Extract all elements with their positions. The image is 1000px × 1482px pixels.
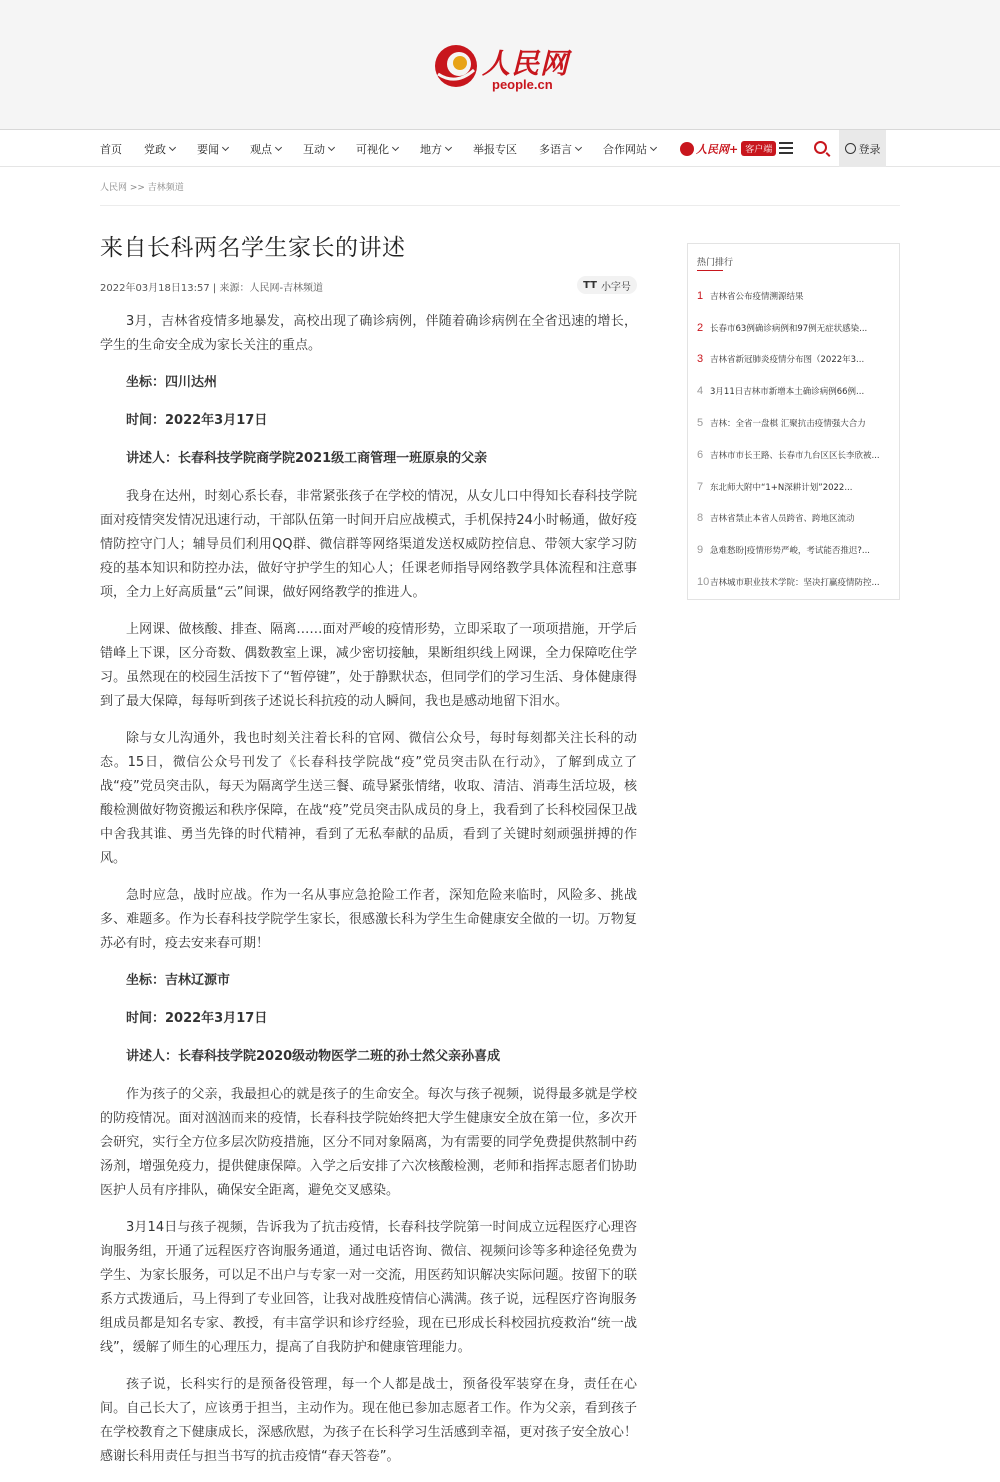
chevron-down-icon [392, 143, 399, 150]
font-size-toggle[interactable] [577, 276, 637, 294]
rank-number: 3 [697, 353, 704, 366]
hot-ranking-list [697, 280, 892, 598]
article-heading-line: 坐标：吉林辽源市 [126, 973, 231, 988]
font-size-icon: TT [583, 279, 597, 291]
logo-en-text: people.cn [492, 77, 553, 92]
hot-ranking-item[interactable] [697, 375, 892, 407]
app-client-badge: 客户端 [741, 141, 776, 156]
nav-item-label: 互动 [303, 142, 325, 156]
chevron-down-icon [650, 143, 657, 150]
hot-ranking-panel [687, 243, 900, 600]
hot-ranking-item[interactable] [697, 344, 892, 376]
app-logo-icon [680, 142, 694, 156]
rank-title: 3月11日吉林市新增本土确诊病例66例... [710, 387, 865, 398]
nav-item[interactable] [144, 141, 175, 157]
chevron-down-icon [169, 143, 176, 150]
nav-item[interactable] [100, 141, 122, 157]
rank-number: 6 [697, 448, 704, 461]
nav-items [100, 130, 678, 167]
nav-item[interactable] [303, 141, 334, 157]
article-paragraph: 作为孩子的父亲，我最担心的就是孩子的生命安全。每次与孩子视频，说得最多就是学校的防疫情况。面对汹汹而来的疫情，长春科技学院始终把大学生健康安全放在第一位，多次开会研究，实行全方位多层次防疫措施，区分不同对象隔离，为有需要的同学免费提供熬制中药汤剂，增强免疫力，提供健康保障。入学之后安排了六次核酸检测，老师和指挥志愿者们协助医护人员有序排队，确保安全距离，避免交叉感染。 [100, 1087, 637, 1198]
article-paragraph: 上网课、做核酸、排查、隔离……面对严峻的疫情形势，立即采取了一项项措施，开学后错峰上下课，区分奇数、偶数教室上课，减少密切接触，果断组织线上网课，全力保障吃住学习。虽然现在的校园生活按下了“暂停键”，处于静默状态，但同学们的学习生活、身体健康得到了最大保障，每每听到孩子述说长科抗疫的动人瞬间，我也是感动地留下泪水。 [100, 622, 637, 709]
article-paragraph: 3月14日与孩子视频，告诉我为了抗击疫情，长春科技学院第一时间成立远程医疗心理咨询服务组，开通了远程医疗咨询服务通道，通过电话咨询、微信、视频问诊等多种途径免费为学生、为家长服务，可以足不出户与专家一对一交流，用医药知识解决实际问题。按留下的联系方式拨通后，马上得到了专业回答，让我对战胜疫情信心满满。孩子说，远程医疗咨询服务组成员都是知名专家、教授，有丰富学识和诊疗经验，现在已形成长科校园抗疫救治“统一战线”，缓解了师生的心理压力，提高了自我防护和健康管理能力。 [100, 1220, 637, 1355]
rank-title: 急难愁盼|疫情形势严峻，考试能否推迟?... [710, 546, 870, 557]
nav-item-label: 可视化 [356, 142, 389, 156]
menu-icon[interactable] [779, 142, 793, 154]
rank-title: 吉林市市长王路、长春市九台区区长李欣被... [710, 450, 880, 461]
rank-number: 10 [697, 576, 710, 589]
chevron-down-icon [575, 143, 582, 150]
hot-ranking-item[interactable] [697, 439, 892, 471]
article-heading-line: 讲述人：长春科技学院2020级动物医学二班的孙士然父亲孙喜成 [126, 1049, 501, 1064]
rank-title: 吉林省禁止本省人员跨省、跨地区流动 [710, 514, 855, 525]
hot-ranking-item[interactable] [697, 566, 892, 598]
divider [100, 205, 900, 206]
nav-item[interactable] [603, 141, 656, 157]
rank-title: 长春市63例确诊病例和97例无症状感染... [710, 323, 868, 334]
hot-ranking-item[interactable] [697, 407, 892, 439]
rank-number: 4 [697, 385, 704, 398]
article-body [100, 310, 637, 1482]
main-nav [0, 130, 1000, 167]
nav-item-label: 合作网站 [603, 142, 647, 156]
nav-item[interactable] [473, 141, 517, 157]
hot-ranking-item[interactable] [697, 503, 892, 535]
hot-ranking-item[interactable] [697, 534, 892, 566]
rank-number: 9 [697, 544, 704, 557]
app-brand-text: 人民网+ [696, 142, 739, 156]
nav-item[interactable] [420, 141, 451, 157]
hot-ranking-item[interactable] [697, 312, 892, 344]
chevron-down-icon [328, 143, 335, 150]
hot-ranking-item[interactable] [697, 280, 892, 312]
rank-number: 7 [697, 480, 704, 493]
article-heading-line: 时间：2022年3月17日 [126, 413, 268, 428]
login-label: 登录 [858, 142, 881, 156]
article-paragraph: 3月，吉林省疫情多地暴发，高校出现了确诊病例，伴随着确诊病例在全省迅速的增长，学生的生命安全成为家长关注的重点。 [100, 314, 637, 353]
chevron-down-icon [222, 143, 229, 150]
rank-number: 1 [697, 289, 704, 302]
search-icon[interactable] [814, 141, 827, 154]
nav-item-label: 观点 [250, 142, 272, 156]
user-icon [845, 143, 856, 154]
rank-title: 吉林城市职业技术学院：坚决打赢疫情防控... [710, 578, 880, 589]
app-client-link[interactable] [680, 140, 776, 157]
nav-item[interactable] [539, 141, 581, 157]
article-heading-line: 坐标：四川达州 [126, 375, 218, 390]
nav-item[interactable] [250, 141, 281, 157]
article-paragraph: 我身在达州，时刻心系长春，非常紧张孩子在学校的情况，从女儿口中得知长春科技学院面对疫情突发情况迅速行动，干部队伍第一时间开启应战模式，手机保持24小时畅通，做好疫情防控守门人；辅导员们利用QQ群、微信群等网络渠道发送权威防控信息、带领大家学习防疫的基本知识和防控办法，做好守护学生的知心人；任课老师指导网络教学具体流程和注意事项，全力上好高质量“云”间课，做好网络教学的推进人。 [100, 489, 637, 600]
font-size-label: 小字号 [600, 281, 631, 293]
article-heading-line: 时间：2022年3月17日 [126, 1011, 268, 1026]
nav-item[interactable] [197, 141, 228, 157]
breadcrumb[interactable]: 人民网 >> 吉林频道 [100, 183, 184, 193]
rank-title: 东北师大附中“1+N深耕计划”2022... [710, 482, 853, 493]
article-paragraph: 急时应急，战时应战。作为一名从事应急抢险工作者，深知危险来临时，风险多、挑战多、难题多。作为长春科技学院学生家长，很感激长科为学生生命健康安全做的一切。万物复苏必有时，疫去安来春可期！ [100, 888, 637, 951]
nav-item-label: 党政 [144, 142, 166, 156]
site-header [0, 0, 1000, 130]
logo-cn-text: 人民网 [482, 47, 570, 80]
article-title: 来自长科两名学生家长的讲述 [100, 235, 406, 261]
rank-title: 吉林：全省一盘棋 汇聚抗击疫情强大合力 [710, 419, 866, 430]
nav-item-label: 举报专区 [473, 142, 517, 156]
rank-number: 2 [697, 321, 704, 334]
nav-item[interactable] [356, 141, 398, 157]
nav-item-label: 要闻 [197, 142, 219, 156]
article-heading-line: 讲述人：长春科技学院商学院2021级工商管理一班原泉的父亲 [126, 451, 488, 466]
rank-number: 8 [697, 512, 704, 525]
article-paragraph: 除与女儿沟通外，我也时刻关注着长科的官网、微信公众号，每时每刻都关注长科的动态。15日，微信公众号刊发了《长春科技学院战“疫”党员突击队在行动》，了解到成立了战“疫”党员突击队，每天为隔离学生送三餐、疏导紧张情绪，收取、清洁、消毒生活垃圾，核酸检测做好物资搬运和秩序保障，在战“疫”党员突击队成员的身上，我看到了长科校园保卫战中舍我其谁、勇当先锋的时代精神，看到了无私奉献的品质，看到了关键时刻顽强拼搏的作风。 [100, 731, 637, 866]
chevron-down-icon [275, 143, 282, 150]
people-logo[interactable] [432, 40, 572, 96]
title-underline [697, 270, 723, 271]
login-button[interactable] [839, 130, 886, 167]
hot-ranking-title: 热门排行 [697, 258, 734, 268]
people-logo-mark-icon [432, 42, 480, 90]
rank-number: 5 [697, 417, 704, 430]
hot-ranking-item[interactable] [697, 471, 892, 503]
article-paragraph: 孩子说，长科实行的是预备役管理，每一个人都是战士，预备役军装穿在身，责任在心间。自己长大了，应该勇于担当，主动作为。现在他已参加志愿者工作。作为父亲，看到孩子在学校教育之下健康成长，深感欣慰，为孩子在长科学习生活感到幸福，更对孩子安全放心！感谢长科用责任与担当书写的抗击疫情“春天答卷”。 [100, 1377, 637, 1464]
article-meta: 2022年03月18日13:57 | 来源：人民网-吉林频道 [100, 283, 324, 294]
nav-item-label: 首页 [100, 142, 122, 156]
chevron-down-icon [445, 143, 452, 150]
nav-item-label: 多语言 [539, 142, 572, 156]
rank-title: 吉林省公布疫情溯源结果 [710, 291, 804, 302]
rank-title: 吉林省新冠肺炎疫情分布图（2022年3... [710, 355, 865, 366]
nav-item-label: 地方 [420, 142, 442, 156]
